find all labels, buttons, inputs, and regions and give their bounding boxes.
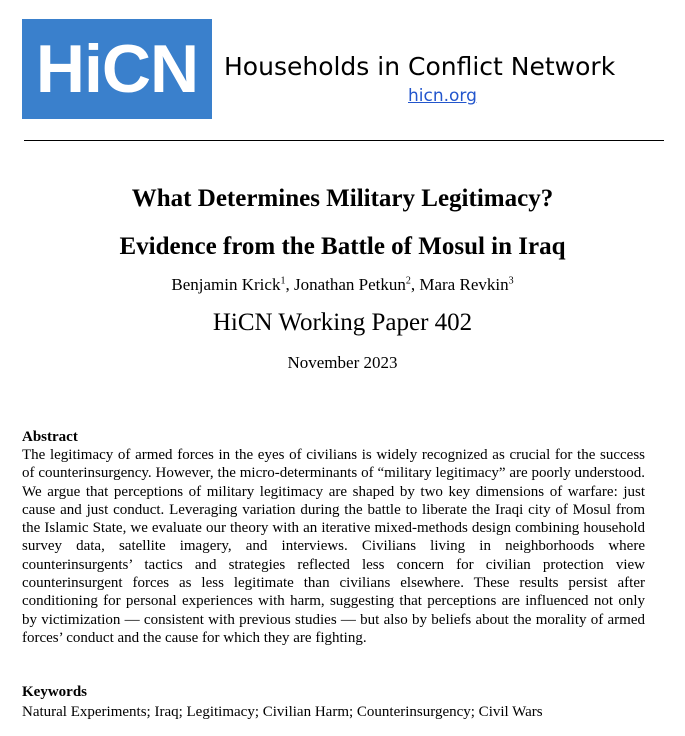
keywords-text: Natural Experiments; Iraq; Legitimacy; Civilian Harm; Counterinsurgency; Civil Wars: [22, 704, 543, 720]
org-url-link[interactable]: hicn.org: [408, 86, 477, 106]
working-paper-number: HiCN Working Paper 402: [212, 309, 473, 336]
publication-date: November 2023: [287, 353, 398, 372]
author-affiliation-mark: 1: [280, 275, 286, 287]
header-divider: [24, 140, 664, 141]
org-name: Households in Conflict Network: [224, 52, 616, 81]
hicn-logo: [22, 19, 212, 119]
author-name: Benjamin Krick: [171, 275, 281, 294]
paper-title-line2: Evidence from the Battle of Mosul in Iraq: [119, 233, 566, 260]
paper-title-line1: What Determines Military Legitimacy?: [131, 185, 554, 212]
author-name: Jonathan Petkun: [293, 275, 406, 294]
author-name: Mara Revkin: [419, 275, 509, 294]
author-affiliation-mark: 3: [508, 275, 514, 287]
logo-text: HiCN: [35, 31, 199, 107]
author-affiliation-mark: 2: [405, 275, 411, 287]
abstract-text: The legitimacy of armed forces in the eyes of civilians is widely recognized as crucial for the success of counterinsurgency. However, the micro-determinants of “military legitimacy” are poorly understood. We argue that perceptions of military legitimacy are shaped by two key dimensions of warfare: just cause and just conduct. Leveraging variation during the battle to liberate the Iraqi city of Mosul from the Islamic State, we evaluate our theory with an iterative mixed-methods design combining household survey data, satellite imagery, and interviews. Civilians living in neighborhoods where counterinsurgents’ tactics and strategies reflected less concern for civilian protection view counterinsurgent forces as less legitimate than civilians elsewhere. These results persist after conditioning for personal experiences with harm, suggesting that perceptions are influenced not only by victimization — consistent with previous studies — but also by beliefs about the morality of armed forces’ conduct and the cause for which they are fighting.: [22, 447, 645, 646]
keywords-heading: Keywords: [22, 684, 87, 700]
abstract-heading: Abstract: [22, 429, 78, 445]
author-list: Benjamin Krick$^1$, Jonathan Petkun$^2$, Mara Revkin$^3$: [171, 275, 514, 294]
